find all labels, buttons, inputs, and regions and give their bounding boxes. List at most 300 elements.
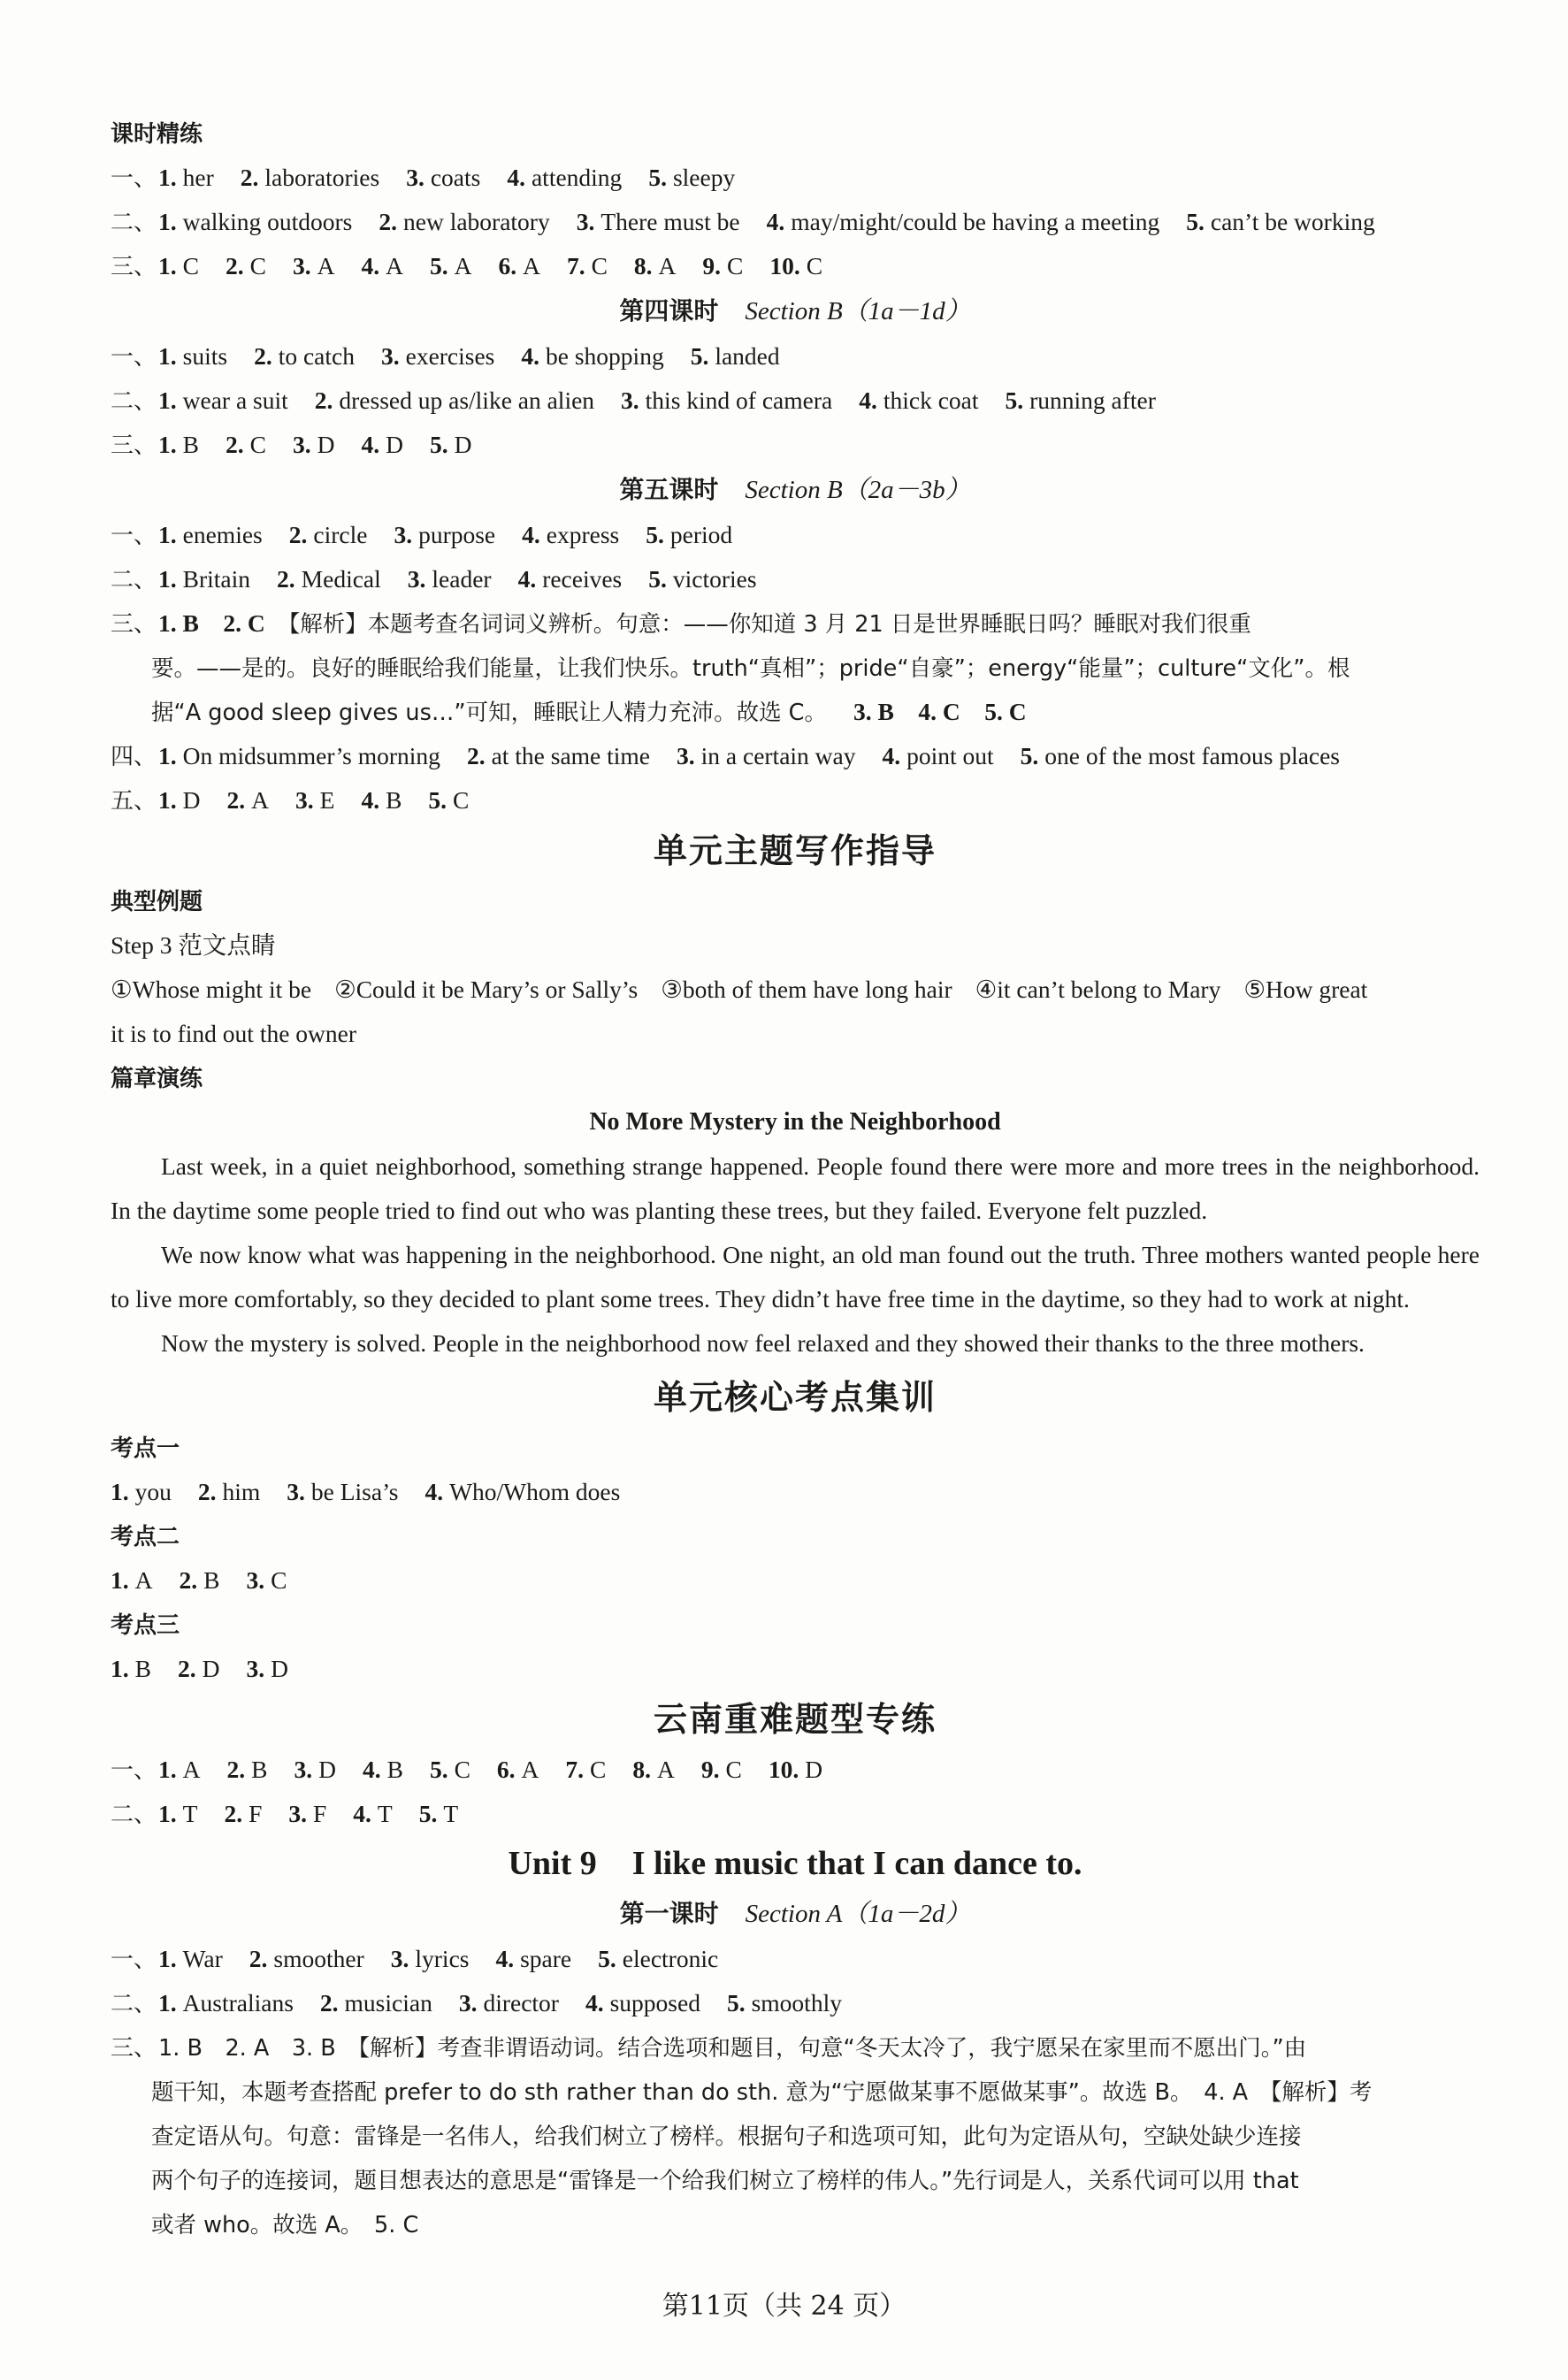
answer-text: suits [182, 342, 228, 370]
answer-item [565, 1756, 606, 1783]
answer-item [158, 1800, 197, 1827]
answer-number: 5. [429, 1756, 448, 1783]
unit9-row-1 [111, 1937, 1480, 1981]
answer-number: 2. [226, 1756, 246, 1783]
row-prefix: 三、 [111, 254, 157, 280]
answer-number: 3. [246, 1566, 265, 1594]
answer-text: C [249, 252, 266, 279]
answer-number: 3. [295, 786, 314, 814]
answer-item [577, 208, 740, 235]
answer-number: 3. [406, 164, 425, 191]
answer-text: A [454, 252, 472, 279]
answer-text: C [591, 252, 608, 279]
answer-item [363, 1756, 403, 1783]
answer-item [254, 342, 355, 370]
answer-number: 5. [418, 1800, 438, 1827]
answer-number: 2. [240, 164, 259, 191]
answer-text: coats [430, 164, 481, 191]
answer-number: 5. [1020, 742, 1039, 769]
answer-text: A [521, 1756, 539, 1783]
row-prefix: 一、 [111, 1947, 157, 1973]
step-label: Step 3 范文点睛 [111, 931, 276, 959]
answer-item [767, 208, 1160, 235]
answer-text: circle [313, 521, 368, 548]
answer-text: landed [715, 342, 780, 370]
row-prefix: 二、 [111, 1802, 157, 1828]
answer-number: 4. [517, 565, 537, 593]
answer-text: C [806, 252, 823, 279]
answer-item [701, 1756, 742, 1783]
answer-item [459, 1989, 559, 2016]
answer-number: 4. [361, 252, 380, 279]
answer-item [859, 386, 978, 414]
unit9-lesson-heading: 第一课时 Section A（1a－2d） [619, 1899, 971, 1928]
answer-number: 9. [700, 1756, 720, 1783]
answer-number: 1. [158, 386, 177, 414]
answer-item [408, 565, 492, 593]
answer-number: 2. [224, 1800, 243, 1827]
answer-number: 2. [226, 786, 246, 814]
answer-text: F [249, 1800, 263, 1827]
answer-item [227, 1756, 268, 1783]
answer-text: C [727, 252, 744, 279]
answer-item [180, 1566, 220, 1594]
answer-number: 5. [648, 164, 667, 191]
answer-text: D [454, 431, 472, 458]
answer-number: 5. [1186, 208, 1205, 235]
lesson5-heading: 第五课时 Section B（2a－3b） [619, 475, 971, 504]
practice-label: 篇章演练 [111, 1066, 203, 1092]
page-footer: 第11页（共 24 页） [662, 2291, 906, 2322]
answer-page [111, 111, 1480, 2246]
yunnan-heading: 云南重难题型专练 [653, 1700, 937, 1739]
answer-text: laboratories [264, 164, 380, 191]
answer-number: 4. [425, 1478, 444, 1505]
answer-number: 1. [158, 1989, 177, 2016]
answer-text: be Lisa’s [310, 1478, 399, 1505]
answer-number: 2. [225, 252, 244, 279]
answer-item [518, 565, 623, 593]
answer-item [293, 431, 335, 458]
answer-text: musician [344, 1989, 432, 2016]
answer-item [648, 164, 735, 191]
core-label-3: 考点三 [111, 1612, 180, 1639]
answer-text: War [182, 1945, 223, 1972]
answer-item [381, 342, 494, 370]
answer-text: enemies [182, 521, 263, 548]
answer-item [289, 521, 368, 548]
lesson4-row-2 [111, 379, 1480, 423]
example-label: 典型例题 [111, 889, 203, 915]
answer-text: leader [432, 565, 492, 593]
answer-item [158, 208, 352, 235]
answer-number: 1. [111, 1566, 129, 1594]
answer-number: 3. [294, 1756, 313, 1783]
answer-text: running after [1029, 386, 1156, 414]
answer-number: 4. [882, 742, 901, 769]
answer-text: her [182, 164, 214, 191]
answer-number: 4. [859, 386, 877, 414]
lesson4-row-3 [111, 423, 1480, 467]
core-heading: 单元核心考点集训 [653, 1378, 937, 1417]
answer-text: new laboratory [403, 208, 550, 235]
answer-text: him [222, 1478, 261, 1505]
answer-text: in a certain way [700, 742, 856, 769]
row-prefix: 一、 [111, 344, 157, 371]
answer-text: C [590, 1756, 607, 1783]
answer-item [467, 742, 650, 769]
practice-row-3 [111, 244, 1480, 288]
answer-text: D [386, 431, 403, 458]
answer-text: can’t be working [1210, 208, 1375, 235]
answer-item [1186, 208, 1374, 235]
essay-title: No More Mystery in the Neighborhood [589, 1108, 1001, 1136]
answer-item [111, 1478, 172, 1505]
answer-number: 1. [158, 1756, 177, 1783]
answer-text: one of the most famous places [1044, 742, 1341, 769]
answer-item [1021, 742, 1340, 769]
answer-item [361, 252, 403, 279]
answer-text: you [134, 1478, 172, 1505]
row-prefix: 五、 [111, 788, 157, 815]
answer-item [632, 1756, 675, 1783]
answer-text: Who/Whom does [449, 1478, 621, 1505]
answer-number: 1. [111, 1655, 129, 1682]
answer-text: may/might/could be having a meeting [791, 208, 1160, 235]
answer-item [1006, 386, 1156, 414]
answer-number: 3. [458, 1989, 478, 2016]
answer-number: 4. [362, 1756, 381, 1783]
answer-item [646, 521, 732, 548]
answer-item [361, 786, 402, 814]
answer-text: express [546, 521, 620, 548]
lesson4-heading: 第四课时 Section B（1a－1d） [619, 296, 971, 325]
answer-number: 3. [394, 521, 413, 548]
answer-number: 4. [495, 1945, 515, 1972]
answer-item [361, 431, 403, 458]
answer-item [246, 1566, 287, 1594]
answer-text: B [386, 1756, 403, 1783]
answer-number: 2. [254, 342, 272, 370]
practice-row-2 [111, 200, 1480, 244]
answer-item [320, 1989, 432, 2016]
answer-number: 1. [158, 565, 177, 593]
answer-number: 3. [246, 1655, 265, 1682]
answer-item [178, 1655, 220, 1682]
answer-number: 2. [179, 1566, 198, 1594]
answer-number: 1. [158, 164, 177, 191]
unit9-title: Unit 9 I like music that I can dance to. [508, 1845, 1082, 1882]
answer-item [224, 1800, 262, 1827]
answer-text: supposed [609, 1989, 700, 2016]
answer-number: 3. [407, 565, 426, 593]
answer-number: 2. [249, 1945, 268, 1972]
core-label-2: 考点二 [111, 1524, 180, 1550]
answer-number: 3. [677, 742, 695, 769]
unit9-row-2 [111, 1981, 1480, 2025]
answer-text: There must be [600, 208, 740, 235]
row-prefix: 一、 [111, 1757, 157, 1784]
answer-number: 8. [633, 252, 653, 279]
answer-text: D [202, 1655, 220, 1682]
answer-number: 1. [158, 1945, 177, 1972]
answer-text: director [483, 1989, 559, 2016]
answer-item [158, 1756, 201, 1783]
lesson4-row-1 [111, 334, 1480, 379]
answer-text: attending [531, 164, 623, 191]
answer-text: C [725, 1756, 742, 1783]
answer-item [227, 786, 270, 814]
answer-number: 4. [521, 342, 540, 370]
answer-item [198, 1478, 260, 1505]
answer-number: 5. [428, 786, 447, 814]
answer-text: B [203, 1566, 220, 1594]
answer-number: 3. [380, 342, 400, 370]
answer-number: 5. [429, 252, 448, 279]
answer-item [158, 521, 263, 548]
answer-item [158, 252, 199, 279]
answer-number: 9. [702, 252, 722, 279]
answer-text: A [182, 1756, 201, 1783]
answer-text: walking outdoors [182, 208, 353, 235]
answer-item [430, 252, 472, 279]
core-row-2 [111, 1558, 1480, 1603]
row-prefix: 二、 [111, 388, 157, 415]
row-prefix: 四、 [111, 744, 157, 770]
answer-item [111, 1566, 153, 1594]
answer-text: A [386, 252, 403, 279]
answer-text: smoothly [751, 1989, 842, 2016]
essay-paragraph-2: We now know what was happening in the neighborhood. One night, an old man found out the truth. Three mothers wanted people here to live more comfortably, so they decided to plant some trees. They didn’t have free time in the daytime, so they had to work at night. [111, 1241, 1480, 1312]
answer-number: 7. [566, 252, 585, 279]
answer-item [769, 252, 822, 279]
answer-item [158, 1945, 223, 1972]
practice-row-1 [111, 156, 1480, 200]
answer-text: point out [906, 742, 994, 769]
answer-number: 5. [598, 1945, 616, 1972]
answer-text: T [182, 1800, 198, 1827]
yunnan-row-1 [111, 1748, 1480, 1792]
row-prefix: 一、 [111, 165, 157, 192]
answer-number: 2. [225, 431, 244, 458]
core-row-1 [111, 1470, 1480, 1514]
answer-item [882, 742, 993, 769]
answer-number: 3. [292, 431, 311, 458]
answer-text: victories [672, 565, 757, 593]
answer-text: C [454, 1756, 470, 1783]
answer-number: 1. [158, 431, 177, 458]
answer-number: 2. [466, 742, 486, 769]
answer-number: 2. [314, 386, 333, 414]
essay-paragraph-1: Last week, in a quiet neighborhood, something strange happened. People found there were more and more trees in the neighborhood. In the daytime some people tried to find out who was planting these trees, but they failed. Everyone felt puzzled. [111, 1152, 1480, 1224]
answer-text: to catch [278, 342, 355, 370]
lesson5-row-3: 三、1. B 2. C 【解析】本题考查名词词义辨析。句意：——你知道 3 月 21 日是世界睡眠日吗？睡眠对我们很重 要。——是的。良好的睡眠给我们能量，让我们快乐。truth“真相”；pride“自豪”；energy“能量”；culture“文化”。根 据“A good sleep gives us…”可知，睡眠让人精力充沛。故选 C。 3. B 4. C 5. C [111, 609, 1350, 726]
row-prefix: 二、 [111, 567, 157, 593]
answer-item [495, 1945, 571, 1972]
answer-item [621, 386, 832, 414]
answer-item [158, 431, 199, 458]
answer-number: 6. [496, 1756, 516, 1783]
answer-number: 5. [648, 565, 667, 593]
core-label-1: 考点一 [111, 1435, 180, 1462]
answer-item [158, 342, 227, 370]
answer-number: 4. [361, 786, 380, 814]
lesson5-row-2 [111, 557, 1480, 601]
answer-item [598, 1945, 718, 1972]
answer-item [287, 1478, 398, 1505]
answer-item [406, 164, 480, 191]
answer-number: 10. [769, 252, 800, 279]
answer-item [158, 786, 201, 814]
answer-number: 2. [177, 1655, 196, 1682]
answer-item [249, 1945, 364, 1972]
essay-paragraph-3: Now the mystery is solved. People in the neighborhood now feel relaxed and they showed their thanks to the three mothers. [161, 1329, 1365, 1357]
answer-item [294, 1756, 336, 1783]
answer-text: spare [520, 1945, 572, 1972]
answer-item [226, 431, 266, 458]
row-prefix: 二、 [111, 210, 157, 236]
answer-number: 5. [726, 1989, 746, 2016]
answer-number: 6. [498, 252, 517, 279]
answer-text: thick coat [883, 386, 979, 414]
answer-number: 1. [158, 1800, 177, 1827]
answer-item [498, 252, 540, 279]
answer-text: Britain [182, 565, 251, 593]
answer-text: electronic [622, 1945, 719, 1972]
answer-text: A [657, 1756, 675, 1783]
answer-text: D [805, 1756, 823, 1783]
answer-number: 4. [766, 208, 785, 235]
answer-item [277, 565, 381, 593]
answer-text: smoother [273, 1945, 364, 1972]
answer-number: 3. [621, 386, 639, 414]
answer-text: C [182, 252, 199, 279]
answer-text: this kind of camera [645, 386, 833, 414]
answer-item [379, 208, 549, 235]
answer-number: 2. [277, 565, 295, 593]
answer-number: 1. [158, 208, 177, 235]
answer-item [507, 164, 622, 191]
model-sentences: ①Whose might it be ②Could it be Mary’s or Sally’s ③both of them have long hair ④it can’t belong to Mary ⑤How great [111, 976, 1368, 1003]
answer-text: B [134, 1655, 151, 1682]
lesson5-row-5 [111, 778, 1480, 823]
answer-text: C [453, 786, 470, 814]
row-prefix: 三、 [111, 432, 157, 459]
answer-number: 2. [379, 208, 397, 235]
answer-number: 4. [522, 521, 540, 548]
answer-item [241, 164, 379, 191]
answer-text: C [271, 1566, 287, 1594]
answer-item [677, 742, 855, 769]
answer-number: 3. [287, 1478, 305, 1505]
answer-item [288, 1800, 326, 1827]
answer-item [585, 1989, 700, 2016]
answer-text: Medical [301, 565, 381, 593]
answer-text: On midsummer’s morning [182, 742, 440, 769]
answer-item [769, 1756, 822, 1783]
answer-text: A [134, 1566, 153, 1594]
answer-text: dressed up as/like an alien [339, 386, 595, 414]
answer-item [111, 1655, 151, 1682]
answer-number: 5. [646, 521, 664, 548]
core-row-3 [111, 1647, 1480, 1691]
answer-number: 2. [288, 521, 308, 548]
answer-item [394, 521, 495, 548]
answer-number: 4. [361, 431, 380, 458]
answer-item [702, 252, 743, 279]
answer-number: 1. [111, 1478, 129, 1505]
answer-text: F [313, 1800, 327, 1827]
row-prefix: 二、 [111, 1991, 157, 2017]
answer-number: 5. [1005, 386, 1024, 414]
answer-item [158, 164, 214, 191]
lesson5-row-1 [111, 513, 1480, 557]
answer-number: 4. [585, 1989, 604, 2016]
answer-item [428, 786, 469, 814]
answer-number: 8. [632, 1756, 652, 1783]
answer-number: 5. [429, 431, 448, 458]
answer-text: sleepy [672, 164, 736, 191]
answer-number: 4. [507, 164, 525, 191]
answer-item [567, 252, 608, 279]
answer-text: receives [542, 565, 623, 593]
answer-item [158, 742, 440, 769]
answer-item [226, 252, 266, 279]
answer-text: be shopping [546, 342, 664, 370]
answer-number: 1. [158, 342, 177, 370]
answer-number: 3. [292, 252, 311, 279]
answer-item [430, 431, 472, 458]
answer-text: D [182, 786, 201, 814]
answer-number: 10. [768, 1756, 799, 1783]
answer-number: 2. [197, 1478, 217, 1505]
answer-text: purpose [418, 521, 496, 548]
answer-text: D [271, 1655, 288, 1682]
answer-item [295, 786, 334, 814]
answer-number: 3. [576, 208, 595, 235]
answer-number: 1. [158, 742, 177, 769]
answer-text: B [386, 786, 402, 814]
answer-number: 2. [319, 1989, 339, 2016]
answer-item [293, 252, 335, 279]
answer-item [634, 252, 677, 279]
answer-item [158, 1989, 294, 2016]
answer-text: wear a suit [182, 386, 288, 414]
answer-item [521, 342, 663, 370]
answer-text: D [317, 431, 335, 458]
answer-text: D [318, 1756, 336, 1783]
answer-number: 1. [158, 786, 177, 814]
answer-number: 3. [390, 1945, 409, 1972]
answer-item [425, 1478, 620, 1505]
lesson5-row-4 [111, 734, 1480, 778]
answer-number: 7. [565, 1756, 585, 1783]
answer-item [158, 386, 288, 414]
answer-text: A [251, 786, 270, 814]
answer-number: 4. [353, 1800, 371, 1827]
practice-heading: 课时精练 [111, 121, 203, 148]
model-sentences-cont: it is to find out the owner [111, 1020, 357, 1047]
answer-item [246, 1655, 288, 1682]
answer-text: period [669, 521, 733, 548]
answer-item [391, 1945, 470, 1972]
yunnan-row-2 [111, 1792, 1480, 1836]
answer-item [522, 521, 619, 548]
answer-number: 1. [158, 252, 177, 279]
answer-text: B [182, 431, 199, 458]
writing-heading: 单元主题写作指导 [653, 831, 937, 870]
answer-text: at the same time [491, 742, 651, 769]
